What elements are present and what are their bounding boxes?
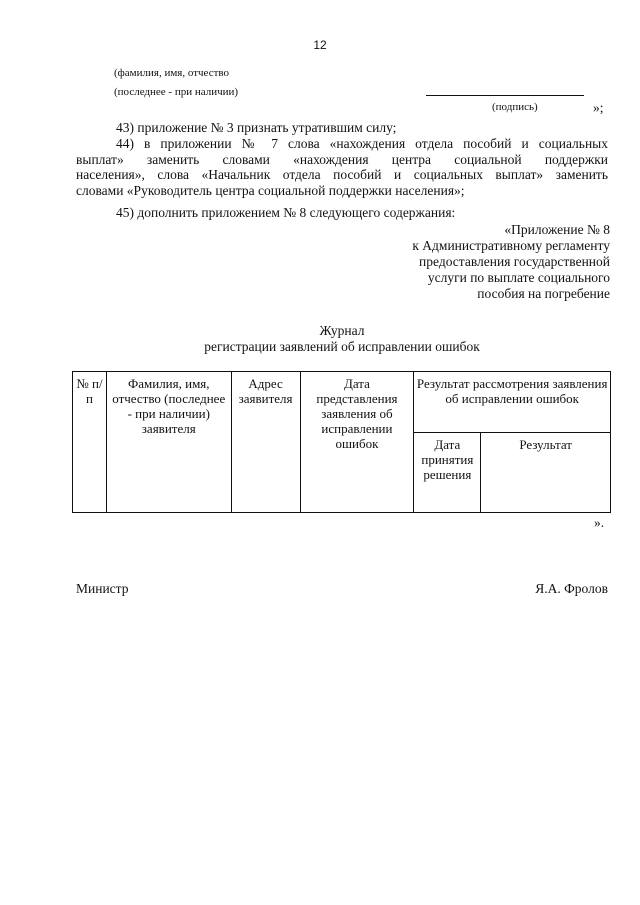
item-44-line-2: выплат» заменить словами «нахождения центра социальной поддержки bbox=[76, 151, 608, 167]
signature-line bbox=[426, 95, 584, 96]
header-number: № п/п bbox=[73, 372, 107, 513]
header-decision-date: Дата принятия решения bbox=[414, 433, 481, 513]
header-result: Результат bbox=[481, 433, 611, 513]
header-address: Адрес заявителя bbox=[231, 372, 300, 513]
item-45: 45) дополнить приложением № 8 следующего содержания: bbox=[116, 205, 456, 220]
item-44-line-1: 44) в приложении № 7 слова «нахождения отдела пособий и социальных bbox=[116, 136, 608, 151]
appendix-header-line-2: к Административному регламенту bbox=[412, 238, 610, 253]
journal-title: Журнал bbox=[319, 323, 365, 338]
appendix-header bbox=[412, 222, 610, 302]
page-number: 12 bbox=[313, 38, 327, 52]
header-applicant-name: Фамилия, имя, отчество (последнее - при наличии) заявителя bbox=[106, 372, 231, 513]
journal-table bbox=[72, 371, 611, 513]
form-caption-name: (фамилия, имя, отчество bbox=[114, 67, 230, 79]
appendix-header-line-4: услуги по выплате социального bbox=[427, 270, 610, 285]
journal-subtitle: регистрации заявлений об исправлении ошибок bbox=[204, 339, 480, 354]
item-44-line-4: словами «Руководитель центра социальной поддержки населения»; bbox=[76, 182, 465, 198]
journal-heading bbox=[70, 323, 614, 355]
item-44 bbox=[76, 136, 608, 198]
signature-caption: (подпись) bbox=[492, 101, 538, 113]
appendix-header-line-3: предоставления государственной bbox=[419, 254, 610, 269]
signatory-name: Я.А. Фролов bbox=[535, 581, 608, 596]
item-44-line-3: населения», слова «Начальник отдела пособий и социальных выплат» заменить bbox=[76, 167, 608, 182]
form-caption-note: (последнее - при наличии) bbox=[114, 86, 239, 98]
header-review-result: Результат рассмотрения заявления об исправлении ошибок bbox=[414, 372, 611, 433]
appendix-header-line-5: пособия на погребение bbox=[477, 286, 610, 301]
signatory-position: Министр bbox=[76, 581, 129, 596]
appendix-header-line-1: «Приложение № 8 bbox=[504, 222, 610, 237]
closing-quote: ». bbox=[594, 515, 605, 530]
item-43: 43) приложение № 3 признать утратившим силу; bbox=[116, 120, 397, 135]
quote-end: »; bbox=[593, 100, 604, 115]
header-submission-date: Дата представления заявления об исправлении ошибок bbox=[300, 372, 414, 513]
